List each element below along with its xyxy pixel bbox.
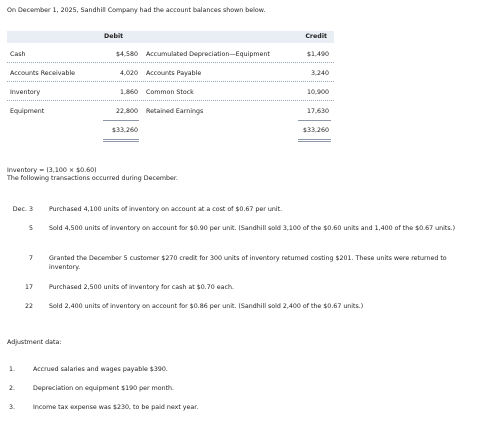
credit-amount: 17,630 (306, 108, 329, 115)
debit-amount: $4,580 (115, 51, 138, 58)
transaction-text: Sold 4,500 units of inventory on account for $0.90 per unit. (Sandhill sold 3,100 of the $0.60 units and 1,400 of the $0.67 units.) (49, 225, 456, 232)
transaction-text: Purchased 4,100 units of inventory on account at a cost of $0.67 per unit. (49, 206, 283, 213)
totals-row (7, 127, 334, 139)
transaction-date: Dec. 3 (12, 206, 33, 213)
row-divider (7, 62, 334, 63)
debit-account: Equipment (10, 108, 45, 115)
credit-total-rule (298, 120, 331, 121)
debit-total: $33,260 (111, 127, 138, 134)
debit-total-rule (103, 120, 139, 121)
transaction-date: 5 (28, 225, 33, 232)
credit-amount: 3,240 (310, 70, 329, 77)
credit-amount: 10,900 (306, 89, 329, 96)
credit-account: Retained Earnings (146, 108, 204, 115)
transaction-text: Sold 2,400 units of inventory on account for $0.86 per unit. (Sandhill sold 2,400 of the $0.67 units.) (49, 303, 364, 310)
transaction-date: 22 (24, 303, 33, 310)
adjustment-text: Income tax expense was $230, to be paid next year. (33, 404, 199, 411)
debit-amount: 1,860 (119, 89, 138, 96)
credit-account: Accounts Payable (146, 70, 202, 77)
credit-amount: $1,490 (306, 51, 329, 58)
debit-amount: 4,020 (119, 70, 138, 77)
debit-amount: 22,800 (115, 108, 138, 115)
row-divider (7, 81, 334, 82)
debit-account: Accounts Receivable (10, 70, 75, 77)
adjustment-number: 1. (9, 366, 16, 373)
transaction-text: Purchased 2,500 units of inventory for cash at $0.70 each. (49, 284, 234, 291)
credit-double-rule (298, 139, 331, 140)
transaction-text: Granted the December 5 customer $270 credit for 300 units of inventory returned costing $201. These units were returned to inventory. (49, 255, 447, 271)
inventory-note: Inventory = (3,100 × $0.60) (7, 167, 97, 174)
table-row (7, 108, 334, 120)
credit-total: $33,260 (302, 127, 329, 134)
debit-header: Debit (104, 33, 124, 40)
debit-double-rule (103, 141, 139, 142)
transaction-date: 17 (24, 284, 33, 291)
credit-account: Accumulated Depreciation—Equipment (146, 51, 270, 58)
table-header (7, 31, 334, 43)
row-divider (7, 100, 334, 101)
adjustment-number: 3. (9, 404, 16, 411)
transaction-date: 7 (28, 255, 33, 262)
adjustment-text: Depreciation on equipment $190 per month. (33, 385, 175, 392)
debit-double-rule (103, 139, 139, 140)
credit-double-rule (298, 141, 331, 142)
adjustment-title: Adjustment data: (7, 339, 62, 346)
credit-account: Common Stock (146, 89, 194, 96)
debit-account: Cash (10, 51, 26, 58)
intro-text: On December 1, 2025, Sandhill Company had the account balances shown below. (7, 7, 266, 14)
debit-account: Inventory (10, 89, 41, 96)
adjustment-text: Accrued salaries and wages payable $390. (33, 366, 168, 373)
transactions-intro: The following transactions occurred during December. (7, 175, 178, 182)
credit-header: Credit (305, 33, 327, 40)
adjustment-number: 2. (9, 385, 16, 392)
